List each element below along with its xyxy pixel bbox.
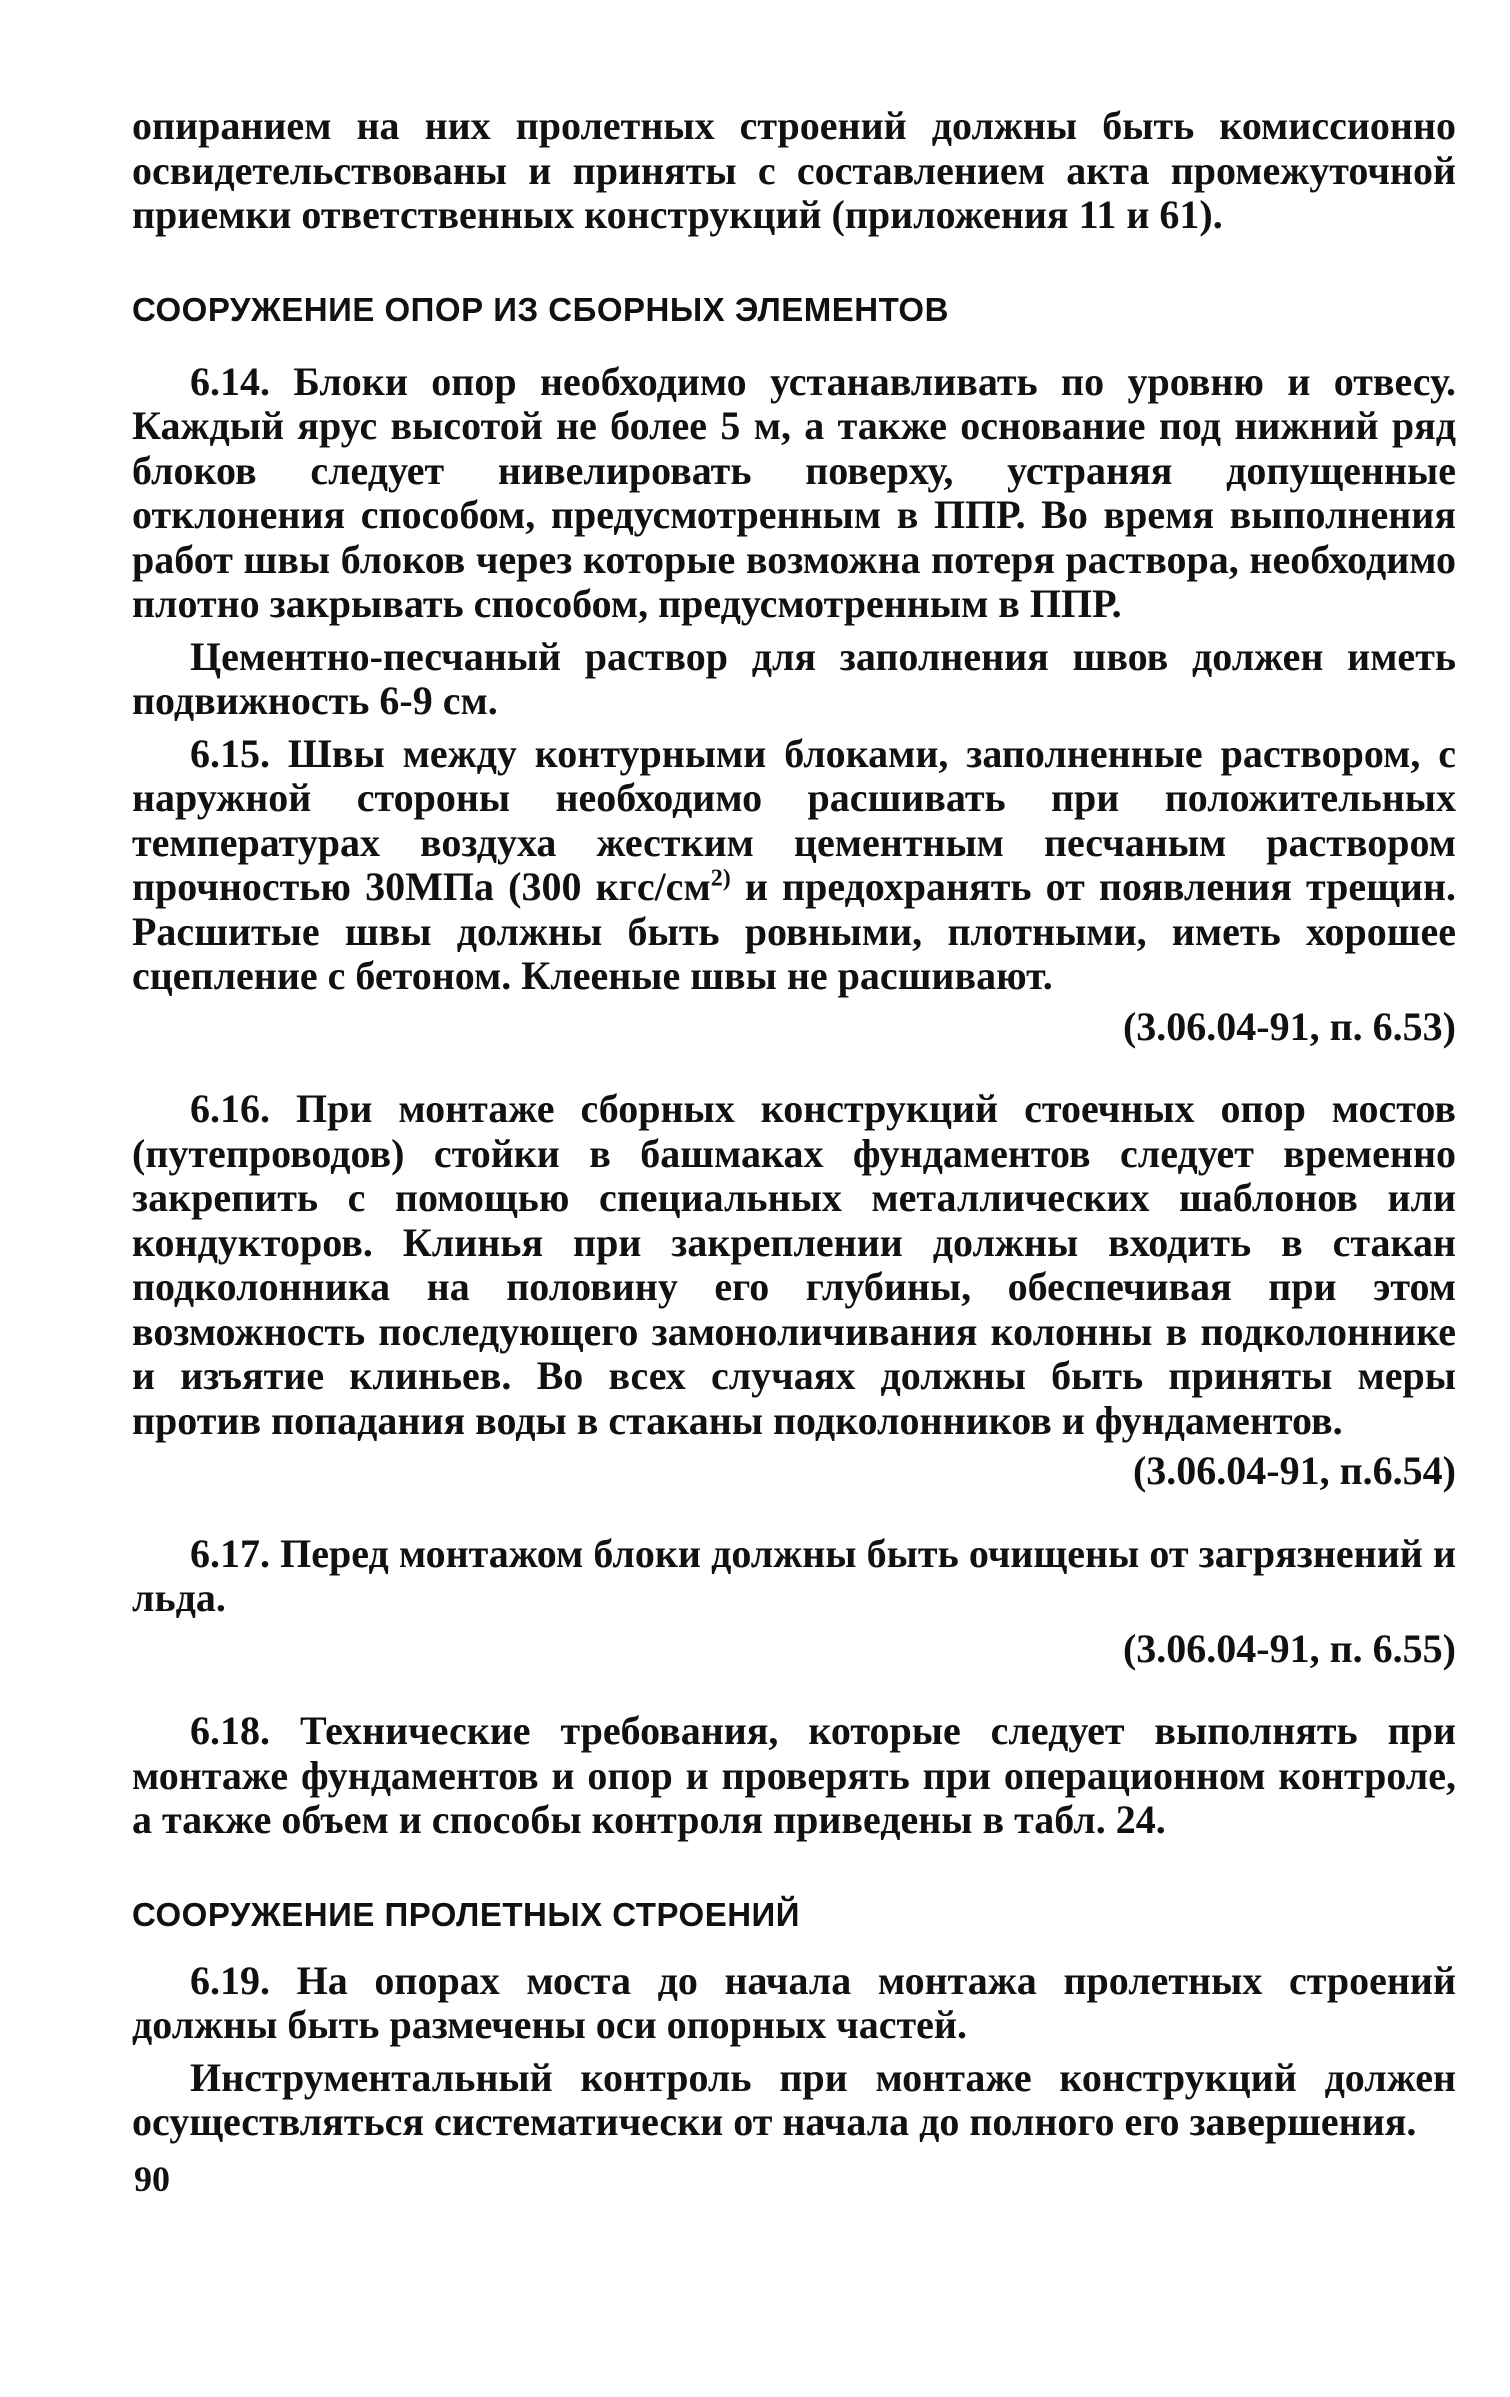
page-content <box>132 104 1456 2145</box>
paragraph-6-15-superscript: 2) <box>710 865 731 892</box>
intro-paragraph: опиранием на них пролетных строений должны быть комиссионно освидетельствованы и приняты с составлением акта промежуточной приемки ответственных конструкций (приложения 11 и 61). <box>132 103 1456 237</box>
paragraph-6-18: 6.18. Технические требования, которые следует выполнять при монтаже фундаментов и опор и проверять при операционном контроле, а также объем и способы контроля приведены в табл. 24. <box>132 1708 1456 1842</box>
paragraph-6-15-text-b: и предохранять от появления трещин. Расшитые швы должны быть ровными, плотными, иметь хорошее сцепление с бетоном. Клееные швы не расшивают. <box>132 864 1456 998</box>
paragraph-6-16: 6.16. При монтаже сборных конструкций стоечных опор мостов (путепроводов) стойки в башмаках фундаментов следует временно закрепить с помощью специальных металлических шаблонов или кондукторов. Клинья при закреплении должны входить в стакан подколонника на половину его глубины, обеспечивая при этом возможность последующего замоноличивания колонны в подколоннике и изъятие клиньев. Во всех случаях должны быть приняты меры против попадания воды в стаканы подколонников и фундаментов. <box>132 1086 1456 1443</box>
paragraph-6-19: 6.19. На опорах моста до начала монтажа пролетных строений должны быть размечены оси опорных частей. <box>132 1957 1456 2047</box>
paragraph-6-15 <box>132 732 1456 999</box>
paragraph-6-19-control: Инструментальный контроль при монтаже конструкций должен осуществляться систематически от начала до полного его завершения. <box>132 2054 1456 2144</box>
paragraph-6-15-text-a: 6.15. Швы между контурными блоками, заполненные раствором, с наружной стороны необходимо расшивать при положительных температурах воздуха жестким цементным песчаным раствором прочностью 30МПа (300 кгс/см <box>132 730 1456 909</box>
paragraph-6-14-mortar: Цементно-песчаный раствор для заполнения швов должен иметь подвижность 6-9 см. <box>132 633 1456 723</box>
page-number: 90 <box>134 2159 170 2199</box>
reference-6-15: (3.06.04-91, п. 6.53) <box>1122 1003 1456 1049</box>
reference-6-17: (3.06.04-91, п. 6.55) <box>1122 1625 1456 1671</box>
paragraph-6-14: 6.14. Блоки опор необходимо устанавливать по уровню и отвесу. Каждый ярус высотой не более 5 м, а также основание под нижний ряд блоков следует нивелировать поверху, устраняя допущенные отклонения способом, предусмотренным в ППР. Во время выполнения работ швы блоков через которые возможна потеря раствора, необходимо плотно закрывать способом, предусмотренным в ППР. <box>132 358 1456 626</box>
section-heading-supports: СООРУЖЕНИЕ ОПОР ИЗ СБОРНЫХ ЭЛЕМЕНТОВ <box>132 290 949 328</box>
section-heading-spans: СООРУЖЕНИЕ ПРОЛЕТНЫХ СТРОЕНИЙ <box>132 1895 800 1933</box>
reference-6-16: (3.06.04-91, п.6.54) <box>1132 1448 1456 1493</box>
paragraph-6-17: 6.17. Перед монтажом блоки должны быть очищены от загрязнений и льда. <box>132 1530 1456 1620</box>
